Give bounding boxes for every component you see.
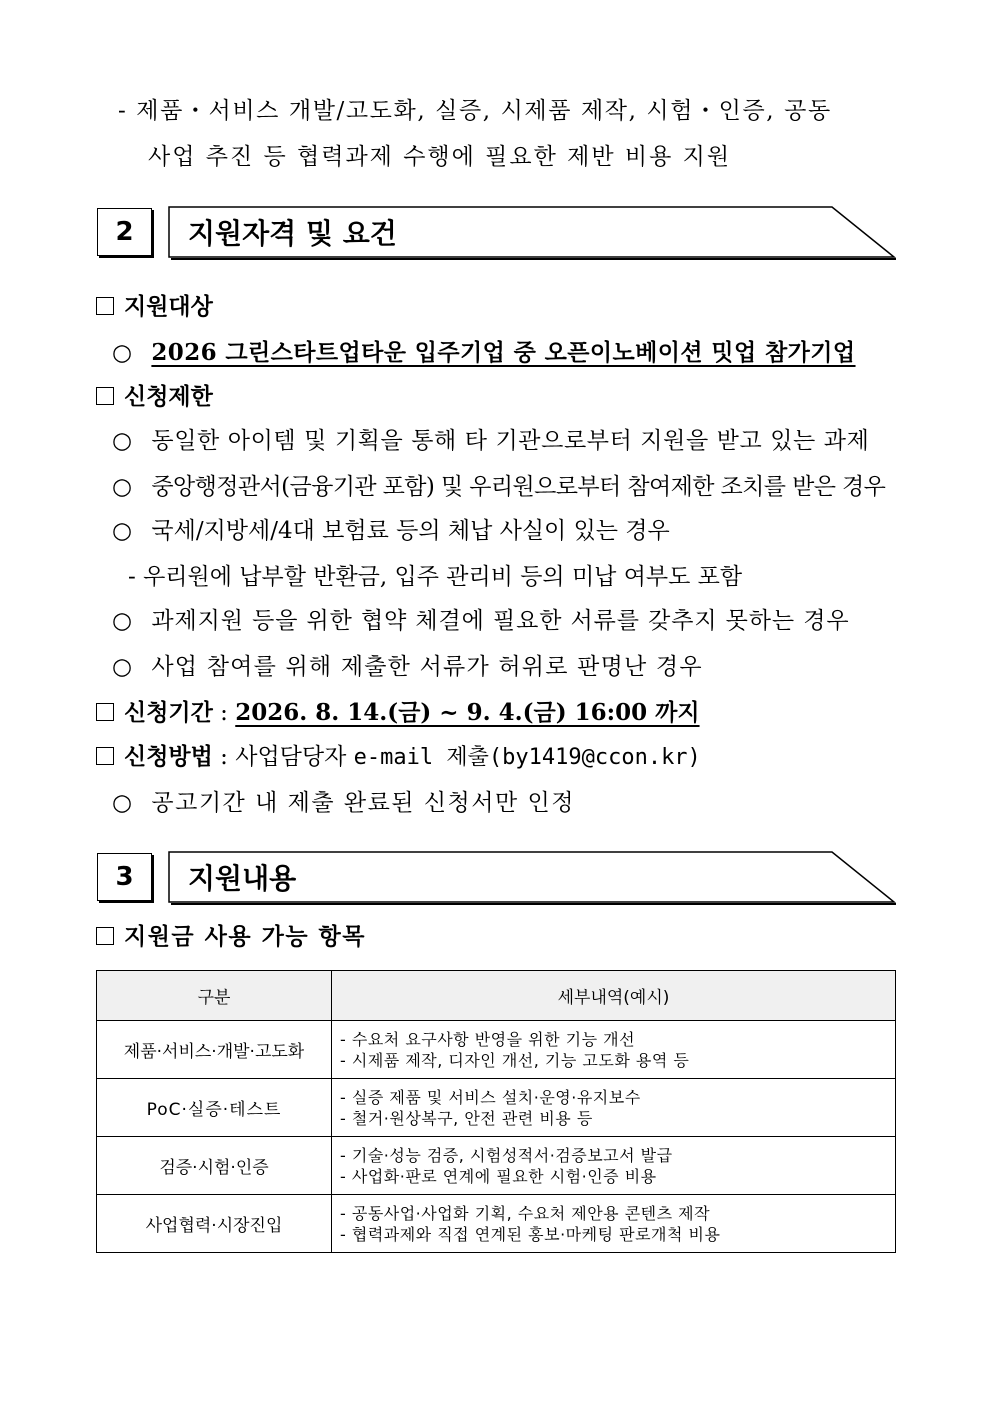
restriction-item-text: 중앙행정관서(금융기관 포함) 및 우리원으로부터 참여제한 조치를 받은 경우 <box>151 474 886 500</box>
detail-line: - 협력과제와 직접 연계된 홍보·마케팅 판로개척 비용 <box>340 1224 721 1244</box>
restriction-item <box>112 606 849 636</box>
detail-line: - 기술·성능 검증, 시험성적서·검증보고서 발급 <box>340 1145 673 1165</box>
period-heading: 신청기간 <box>124 699 213 726</box>
restrictions-heading <box>96 382 213 412</box>
method-line <box>96 742 701 773</box>
table-row <box>97 1137 896 1195</box>
eligibility-heading-text: 지원대상 <box>124 293 213 320</box>
checkbox-square-icon <box>96 297 114 315</box>
restrictions-heading-text: 신청제한 <box>124 383 213 410</box>
period-line <box>96 698 700 728</box>
table-header-row <box>97 971 896 1021</box>
table-cell-category: 사업협력·시장진입 <box>97 1195 332 1253</box>
circle-bullet-icon: ○ <box>112 340 133 366</box>
detail-line: - 공동사업·사업화 기획, 수요처 제안용 콘텐츠 제작 <box>340 1203 711 1223</box>
restriction-item <box>112 472 885 502</box>
circle-bullet-icon: ○ <box>112 474 133 500</box>
checkbox-square-icon <box>96 927 114 945</box>
restriction-item-text: 사업 참여를 위해 제출한 서류가 허위로 판명난 경우 <box>151 654 703 680</box>
restriction-item-text: 과제지원 등을 위한 협약 체결에 필요한 서류를 갖추지 못하는 경우 <box>151 608 850 634</box>
table-cell-category: PoC·실증·테스트 <box>97 1079 332 1137</box>
method-separator: : <box>212 744 236 770</box>
circle-bullet-icon: ○ <box>112 790 133 816</box>
checkbox-square-icon <box>96 703 114 721</box>
method-note <box>112 788 575 818</box>
table-row <box>97 1195 896 1253</box>
checkbox-square-icon <box>96 747 114 765</box>
table-header-category: 구분 <box>97 971 332 1021</box>
detail-line: - 사업화·판로 연계에 필요한 시험·인증 비용 <box>340 1166 657 1186</box>
restriction-item <box>112 652 703 682</box>
detail-line: - 철거·원상복구, 안전 관련 비용 등 <box>340 1108 593 1128</box>
table-row <box>97 1079 896 1137</box>
circle-bullet-icon: ○ <box>112 654 133 680</box>
eligibility-heading <box>96 292 213 322</box>
circle-bullet-icon: ○ <box>112 518 133 544</box>
restriction-item <box>112 516 670 546</box>
method-heading: 신청방법 <box>124 743 213 770</box>
section-3-title: 지원내용 <box>188 862 297 895</box>
eligibility-item <box>112 338 856 368</box>
detail-line: - 시제품 제작, 디자인 개선, 기능 고도화 용역 등 <box>340 1050 690 1070</box>
restriction-item-text: 동일한 아이템 및 기획을 통해 타 기관으로부터 지원을 받고 있는 과제 <box>151 428 870 454</box>
support-items-heading-text: 지원금 사용 가능 항목 <box>124 923 366 950</box>
table-header-details: 세부내역(예시) <box>332 971 896 1021</box>
table-cell-details <box>332 1079 896 1137</box>
detail-line: - 실증 제품 및 서비스 설치·운영·유지보수 <box>340 1087 641 1107</box>
restriction-item-text: 국세/지방세/4대 보험료 등의 체납 사실이 있는 경우 <box>151 518 670 544</box>
table-cell-category: 검증·시험·인증 <box>97 1137 332 1195</box>
table-cell-details <box>332 1021 896 1079</box>
detail-line: - 수요처 요구사항 반영을 위한 기능 개선 <box>340 1029 636 1049</box>
circle-bullet-icon: ○ <box>112 608 133 634</box>
checkbox-square-icon <box>96 387 114 405</box>
intro-line-1: - 제품・서비스 개발/고도화, 실증, 시제품 제작, 시험・인증, 공동 <box>118 98 832 124</box>
restriction-sub-note: - 우리원에 납부할 반환금, 입주 관리비 등의 미납 여부도 포함 <box>128 564 743 590</box>
period-value: 2026. 8. 14.(금) ~ 9. 4.(금) 16:00 까지 <box>235 699 700 726</box>
table-cell-details <box>332 1137 896 1195</box>
section-2-title: 지원자격 및 요건 <box>188 217 397 250</box>
method-prefix: 사업담당자 <box>235 744 354 770</box>
table-cell-category: 제품·서비스·개발·고도화 <box>97 1021 332 1079</box>
restriction-item <box>112 426 869 456</box>
support-items-heading <box>96 922 366 952</box>
period-separator: : <box>212 700 236 726</box>
eligibility-item-text: 2026 그린스타트업타운 입주기업 중 오픈이노베이션 밋업 참가기업 <box>151 339 856 366</box>
method-note-text: 공고기간 내 제출 완료된 신청서만 인정 <box>151 790 575 816</box>
table-row <box>97 1021 896 1079</box>
table-cell-details <box>332 1195 896 1253</box>
circle-bullet-icon: ○ <box>112 428 133 454</box>
section-2-number: 2 <box>97 208 152 256</box>
intro-line-2: 사업 추진 등 협력과제 수행에 필요한 제반 비용 지원 <box>148 144 732 170</box>
support-items-table <box>96 970 896 1253</box>
method-email: e-mail 제출(by1419@ccon.kr) <box>353 745 701 770</box>
section-3-number: 3 <box>97 853 152 901</box>
